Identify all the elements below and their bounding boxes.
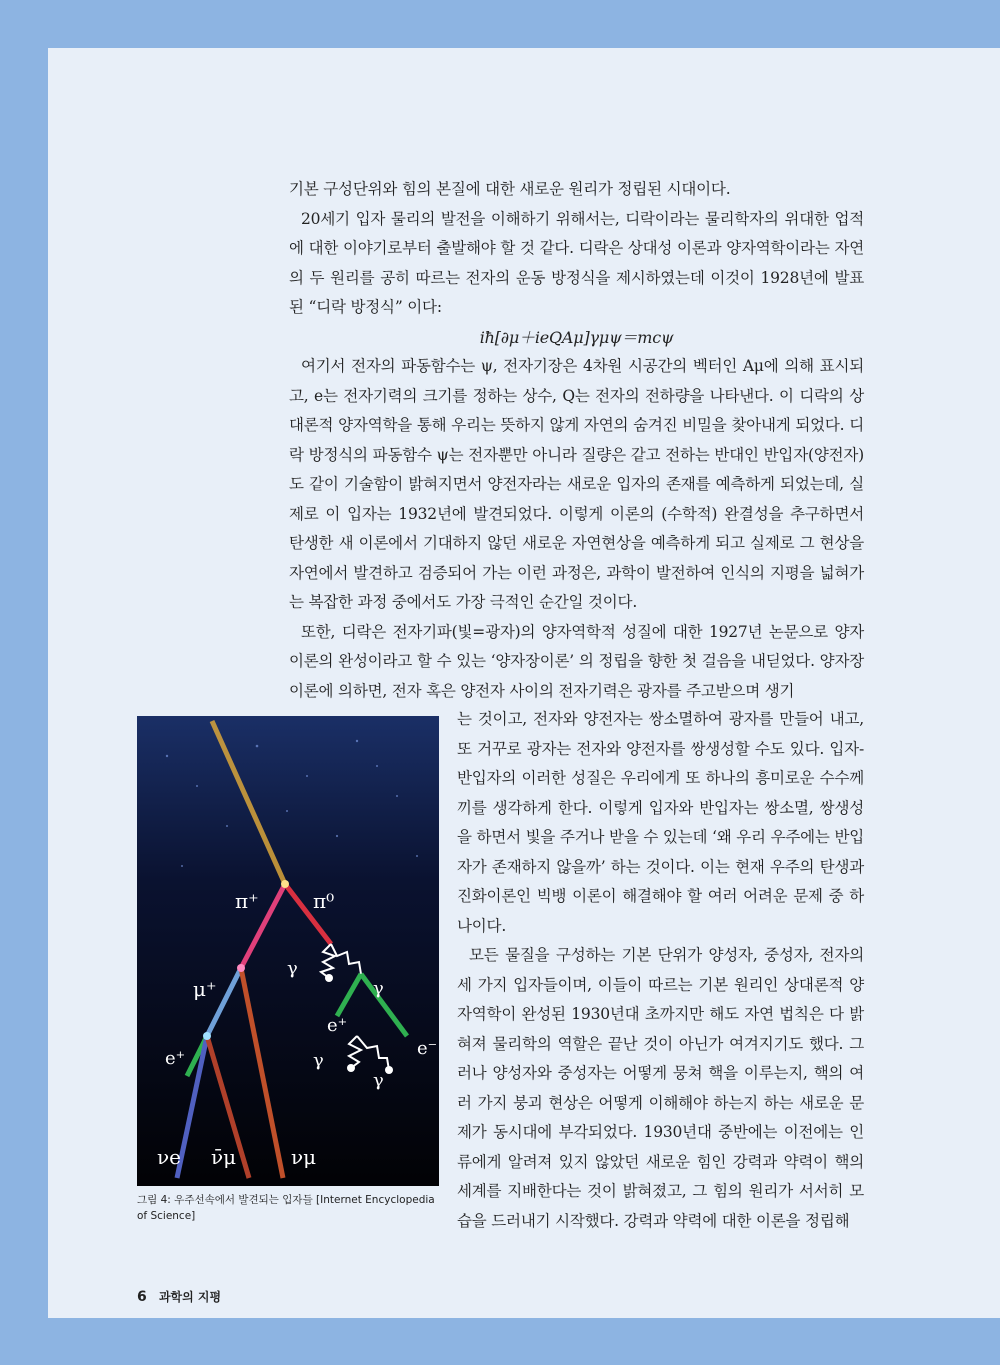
label-gamma-3: γ [313,1050,324,1071]
label-pi-zero: π⁰ [313,889,335,913]
paragraph-3b: 는 것이고, 전자와 양전자는 쌍소멸하여 광자를 만들어 내고, 또 거꾸로 광자는 전자와 양전자를 쌍생성할 수도 있다. 입자-반입자의 이러한 성질은 우리에게 또 하나의 흥미로운 수수께끼를 생각하게 한다. 이렇게 입자와 반입자는 쌍소멸, 쌍생성을 하면서 빛을 주거나 받을 수 있는데 ‘왜 우리 우주에는 반입자가 존재하지 않을까’ 하는 것이다. 이는 현재 우주의 탄생과 진화이론인 빅뱅 이론이 해결해야 할 여러 어려운 문제 중 하나이다. [457,710,864,935]
publication-title: 과학의 지평 [158,1290,222,1304]
cosmic-ray-figure [137,716,439,1186]
label-e-minus: e⁻ [417,1038,438,1059]
paragraph-4: 모든 물질을 구성하는 기본 단위가 양성자, 중성자, 전자의 세 가지 입자들이며, 이들이 따르는 기본 원리인 상대론적 양자역학이 완성된 1930년대 초까지만 해도 자연 법칙은 다 밝혀져 물리학의 역할은 끝난 것이 아닌가 여겨지기도 했다. 그러나 양성자와 중성자는 어떻게 뭉쳐 핵을 이루는지, 핵의 여러 가지 붕괴 현상은 어떻게 이해해야 하는지 하는 새로운 문제가 동시대에 부각되었다. 1930년대 중반에는 이전에는 인류에게 알려져 있지 않았던 새로운 힘인 강력과 약력이 핵의 세계를 지배한다는 것이 밝혀졌고, 그 힘의 원리가 서서히 모습을 드러내기 시작했다. 강력과 약력에 대한 이론을 정립해 [457,946,864,1230]
main-column [289,175,864,706]
page-footer [137,1288,221,1305]
label-nu-mu: νμ [291,1145,317,1169]
label-nu-mu-bar: ν̄μ [211,1145,237,1169]
label-mu-plus: μ⁺ [193,977,217,1001]
figure-caption: 그림 4: 우주선속에서 발견되는 입자들 [Internet Encyclopedia of Science] [137,1194,435,1222]
label-nu-e: νe [157,1145,181,1169]
label-pi-plus: π⁺ [235,889,259,913]
label-e-plus-2: e⁺ [327,1015,348,1036]
label-gamma-2: γ [373,978,384,999]
paragraph-1: 20세기 입자 물리의 발전을 이해하기 위해서는, 디락이라는 물리학자의 위대한 업적에 대한 이야기로부터 출발해야 할 것 같다. 디락은 상대성 이론과 양자역학이라는 자연의 두 원리를 공히 따르는 전자의 운동 방정식을 제시하였는데 이것이 1928년에 발표된 “디락 방정식” 이다: [289,209,864,316]
paragraph-3a: 또한, 디락은 전자기파(빛=광자)의 양자역학적 성질에 대한 1927년 논문으로 양자이론의 완성이라고 할 수 있는 ‘양자장이론’ 의 정립을 향한 첫 걸음을 내딛었다. 양자장이론에 의하면, 전자 혹은 양전자 사이의 전자기력은 광자를 주고받으며 생기 [289,622,864,700]
label-gamma-1: γ [287,958,298,979]
paragraph-2: 여기서 전자의 파동함수는 ψ, 전자기장은 4차원 시공간의 벡터인 Aμ에 의해 표시되고, e는 전자기력의 크기를 정하는 상수, Q는 전자의 전하량을 나타낸다. 이 디락의 상대론적 양자역학을 통해 우리는 뜻하지 않게 자연의 숨겨진 비밀을 찾아내게 되었다. 디락 방정식의 파동함수 ψ는 전자뿐만 아니라 질량은 같고 전하는 반대인 반입자(양전자)도 같이 기술함이 밝혀지면서 양전자라는 새로운 입자의 존재를 예측하게 되었는데, 실제로 이 입자는 1932년에 발견되었다. 이렇게 이론의 (수학적) 완결성을 추구하면서 탄생한 새 이론에서 기대하지 않던 새로운 자연현상을 예측하게 되고 실제로 그 현상을 자연에서 발견하고 검증되어 가는 이런 과정은, 과학이 발전하여 인식의 지평을 넓혀가는 복잡한 과정 중에서도 가장 극적인 순간일 것이다. [289,357,864,611]
wrapped-column [457,705,864,1236]
page-number: 6 [137,1289,147,1305]
label-gamma-4: γ [373,1070,384,1091]
dirac-equation: iħ[∂μ＋ieQAμ]γμψ＝mcψ [479,327,674,347]
label-e-plus: e⁺ [165,1048,186,1069]
particle-shower-illustration [137,716,439,1186]
paragraph-intro: 기본 구성단위와 힘의 본질에 대한 새로운 원리가 정립된 시대이다. [289,180,731,198]
